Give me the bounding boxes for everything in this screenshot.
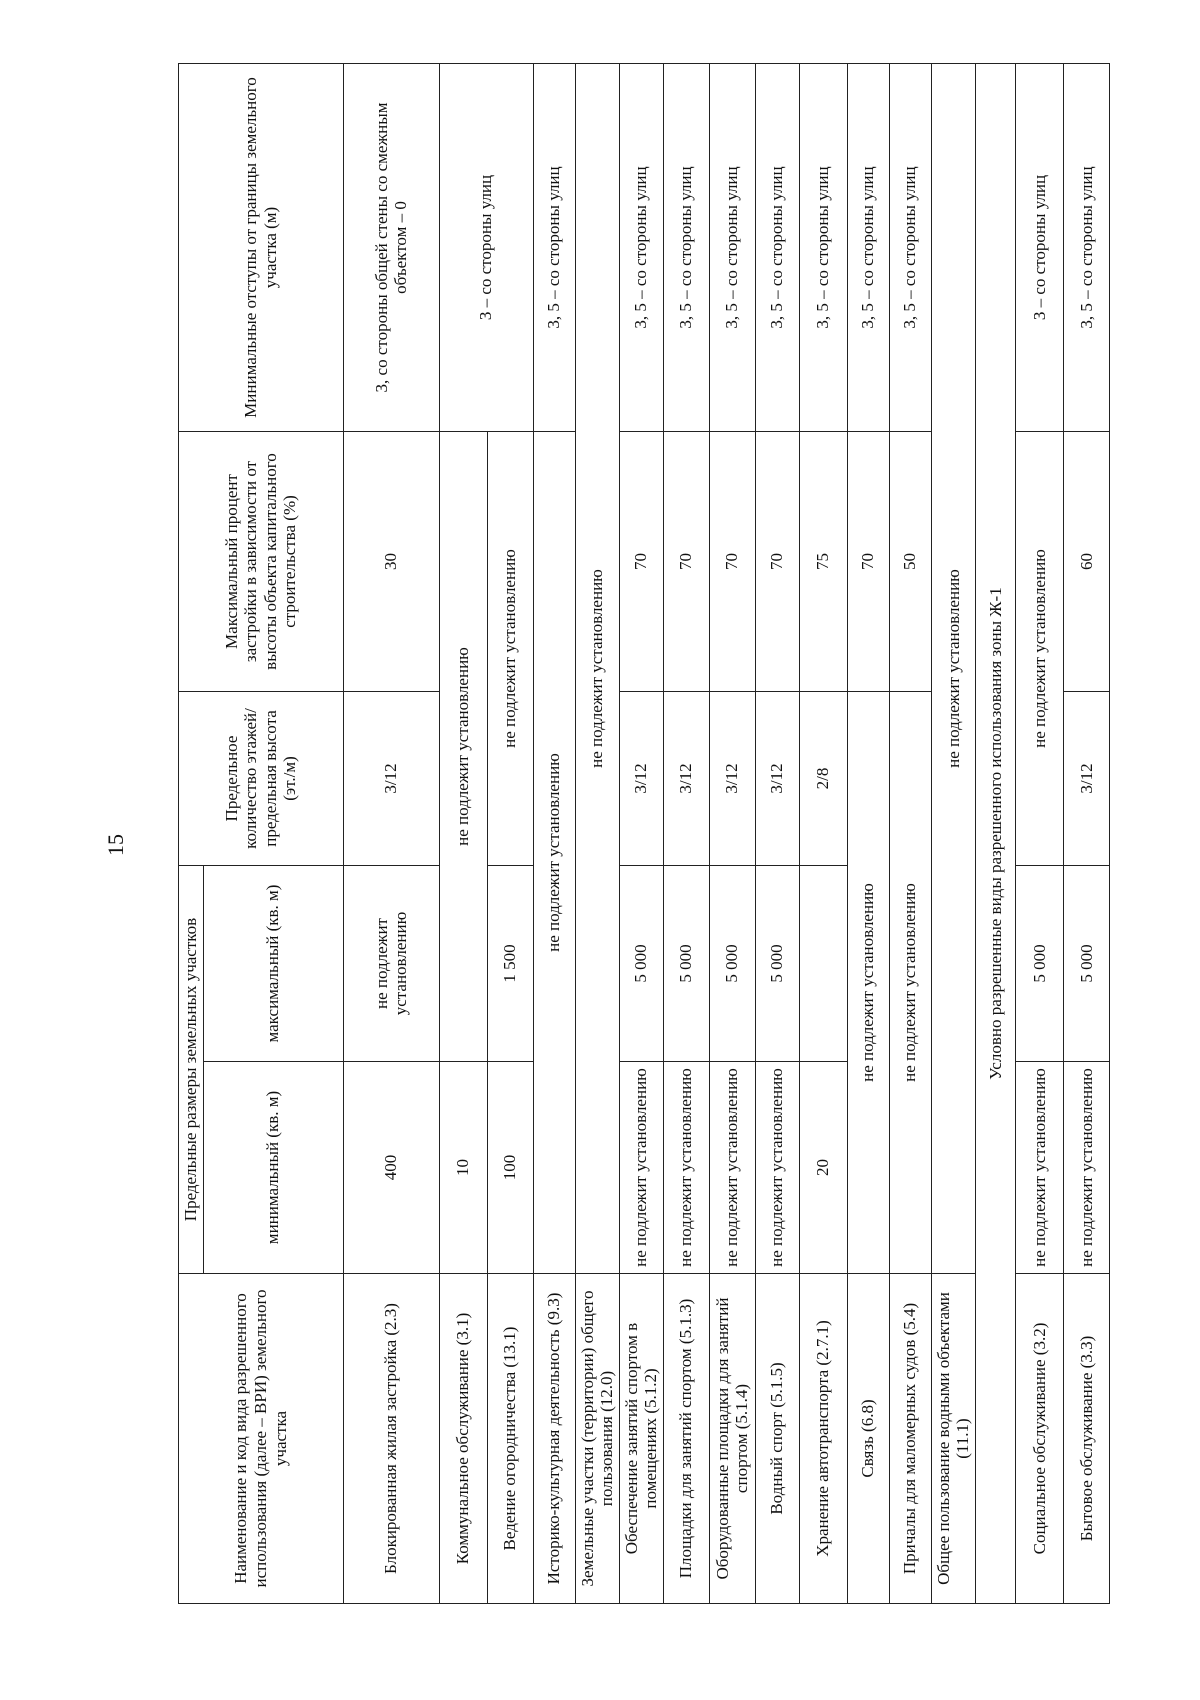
cell-merged: не подлежит установлению	[1015, 432, 1063, 866]
cell-merged: не подлежит установлению	[439, 432, 487, 1062]
row-name: Коммунальное обслуживание (3.1)	[439, 1274, 487, 1604]
zoning-parameters-table	[178, 63, 1110, 1604]
cell-percent: 70	[709, 432, 755, 692]
table-row	[343, 64, 439, 1604]
cell-max-empty	[799, 866, 847, 1062]
table-row	[663, 64, 709, 1604]
cell-setbacks: 3, 5 – со стороны улиц	[799, 64, 847, 432]
table-row	[1015, 64, 1063, 1604]
header-min-size: минимальный (кв. м)	[203, 1062, 343, 1274]
cell-max: 5 000	[619, 866, 663, 1062]
cell-setbacks: 3, 5 – со стороны улиц	[755, 64, 799, 432]
cell-percent: 70	[755, 432, 799, 692]
cell-setbacks: 3, 5 – со стороны улиц	[889, 64, 931, 432]
cell-percent: 70	[847, 432, 889, 692]
cell-setbacks: 3 – со стороны улиц	[1015, 64, 1063, 432]
table-row	[889, 64, 931, 1604]
cell-setbacks: 3, со стороны общей стены со смежным объектом – 0	[343, 64, 439, 432]
row-name: Земельные участки (территории) общего пользования (12.0)	[575, 1274, 619, 1604]
row-name: Блокированная жилая застройка (2.3)	[343, 1274, 439, 1604]
cell-min: не подлежит установлению	[1015, 1062, 1063, 1274]
cell-max: 5 000	[663, 866, 709, 1062]
header-percent: Максимальный процент застройки в зависимости от высоты объекта капитального строительства (%)	[179, 432, 344, 692]
table-row	[799, 64, 847, 1604]
row-name: Причалы для маломерных судов (5.4)	[889, 1274, 931, 1604]
cell-floors: 3/12	[619, 692, 663, 866]
cell-merged: не подлежит установлению	[889, 692, 931, 1274]
cell-max: 5 000	[1015, 866, 1063, 1062]
row-name: Водный спорт (5.1.5)	[755, 1274, 799, 1604]
header-floors: Предельное количество этажей/ предельная высота (эт./м)	[179, 692, 344, 866]
cell-percent: 50	[889, 432, 931, 692]
cell-floors: 3/12	[343, 692, 439, 866]
cell-merged: не подлежит установлению	[533, 432, 575, 1274]
table-row	[575, 64, 619, 1604]
cell-min: 10	[439, 1062, 487, 1274]
cell-merged: не подлежит установлению	[931, 64, 975, 1274]
cell-max: 5 000	[709, 866, 755, 1062]
header-max-size: максимальный (кв. м)	[203, 866, 343, 1062]
cell-min: не подлежит установлению	[709, 1062, 755, 1274]
cell-min: 20	[799, 1062, 847, 1274]
cell-merged: не подлежит установлению	[487, 432, 533, 866]
header-sizes-group: Предельные размеры земельных участков	[179, 866, 204, 1274]
row-name: Социальное обслуживание (3.2)	[1015, 1274, 1063, 1604]
cell-setbacks: 3, 5 – со стороны улиц	[709, 64, 755, 432]
cell-max: 1 500	[487, 866, 533, 1062]
cell-floors: 3/12	[1063, 692, 1109, 866]
cell-max: не подлежит установлению	[343, 866, 439, 1062]
row-name: Бытовое обслуживание (3.3)	[1063, 1274, 1109, 1604]
row-name: Оборудованные площадки для занятий спортом (5.1.4)	[709, 1274, 755, 1604]
cell-floors: 3/12	[709, 692, 755, 866]
cell-percent: 70	[619, 432, 663, 692]
table-row	[439, 64, 487, 1604]
table-row	[709, 64, 755, 1604]
cell-setbacks: 3, 5 – со стороны улиц	[1063, 64, 1109, 432]
cell-max: 5 000	[1063, 866, 1109, 1062]
cell-percent: 70	[663, 432, 709, 692]
cell-setbacks: 3, 5 – со стороны улиц	[847, 64, 889, 432]
cell-min: не подлежит установлению	[755, 1062, 799, 1274]
table-row	[755, 64, 799, 1604]
row-name: Общее пользование водными объектами (11.1)	[931, 1274, 975, 1604]
cell-max: 5 000	[755, 866, 799, 1062]
table-row	[533, 64, 575, 1604]
cell-min: 100	[487, 1062, 533, 1274]
section-title: Условно разрешенные виды разрешенного использования зоны Ж-1	[975, 64, 1015, 1604]
cell-floors: 3/12	[755, 692, 799, 866]
cell-setbacks: 3, 5 – со стороны улиц	[663, 64, 709, 432]
cell-floors: 3/12	[663, 692, 709, 866]
row-name: Обеспечение занятий спортом в помещениях (5.1.2)	[619, 1274, 663, 1604]
cell-min: не подлежит установлению	[1063, 1062, 1109, 1274]
row-name: Хранение автотранспорта (2.7.1)	[799, 1274, 847, 1604]
cell-merged: не подлежит установлению	[575, 64, 619, 1274]
cell-setbacks: 3, 5 – со стороны улиц	[619, 64, 663, 432]
row-name: Ведение огородничества (13.1)	[487, 1274, 533, 1604]
cell-percent: 75	[799, 432, 847, 692]
cell-setbacks: 3, 5 – со стороны улиц	[533, 64, 575, 432]
cell-setbacks: 3 – со стороны улиц	[439, 64, 533, 432]
table-row	[1063, 64, 1109, 1604]
cell-percent: 60	[1063, 432, 1109, 692]
table-row	[931, 64, 975, 1604]
row-name: Площадки для занятий спортом (5.1.3)	[663, 1274, 709, 1604]
cell-merged: не подлежит установлению	[847, 692, 889, 1274]
section-row	[975, 64, 1015, 1604]
rotated-table-container	[178, 64, 1096, 1604]
header-name: Наименование и код вида разрешенного использования (далее – ВРИ) земельного участка	[179, 1274, 344, 1604]
table-row	[847, 64, 889, 1604]
cell-min: не подлежит установлению	[619, 1062, 663, 1274]
cell-min: 400	[343, 1062, 439, 1274]
header-setbacks: Минимальные отступы от границы земельного участка (м)	[179, 64, 344, 432]
cell-floors: 2/8	[799, 692, 847, 866]
cell-min: не подлежит установлению	[663, 1062, 709, 1274]
page-number: 15	[103, 834, 128, 856]
table-row	[619, 64, 663, 1604]
cell-percent: 30	[343, 432, 439, 692]
row-name: Историко-культурная деятельность (9.3)	[533, 1274, 575, 1604]
row-name: Связь (6.8)	[847, 1274, 889, 1604]
